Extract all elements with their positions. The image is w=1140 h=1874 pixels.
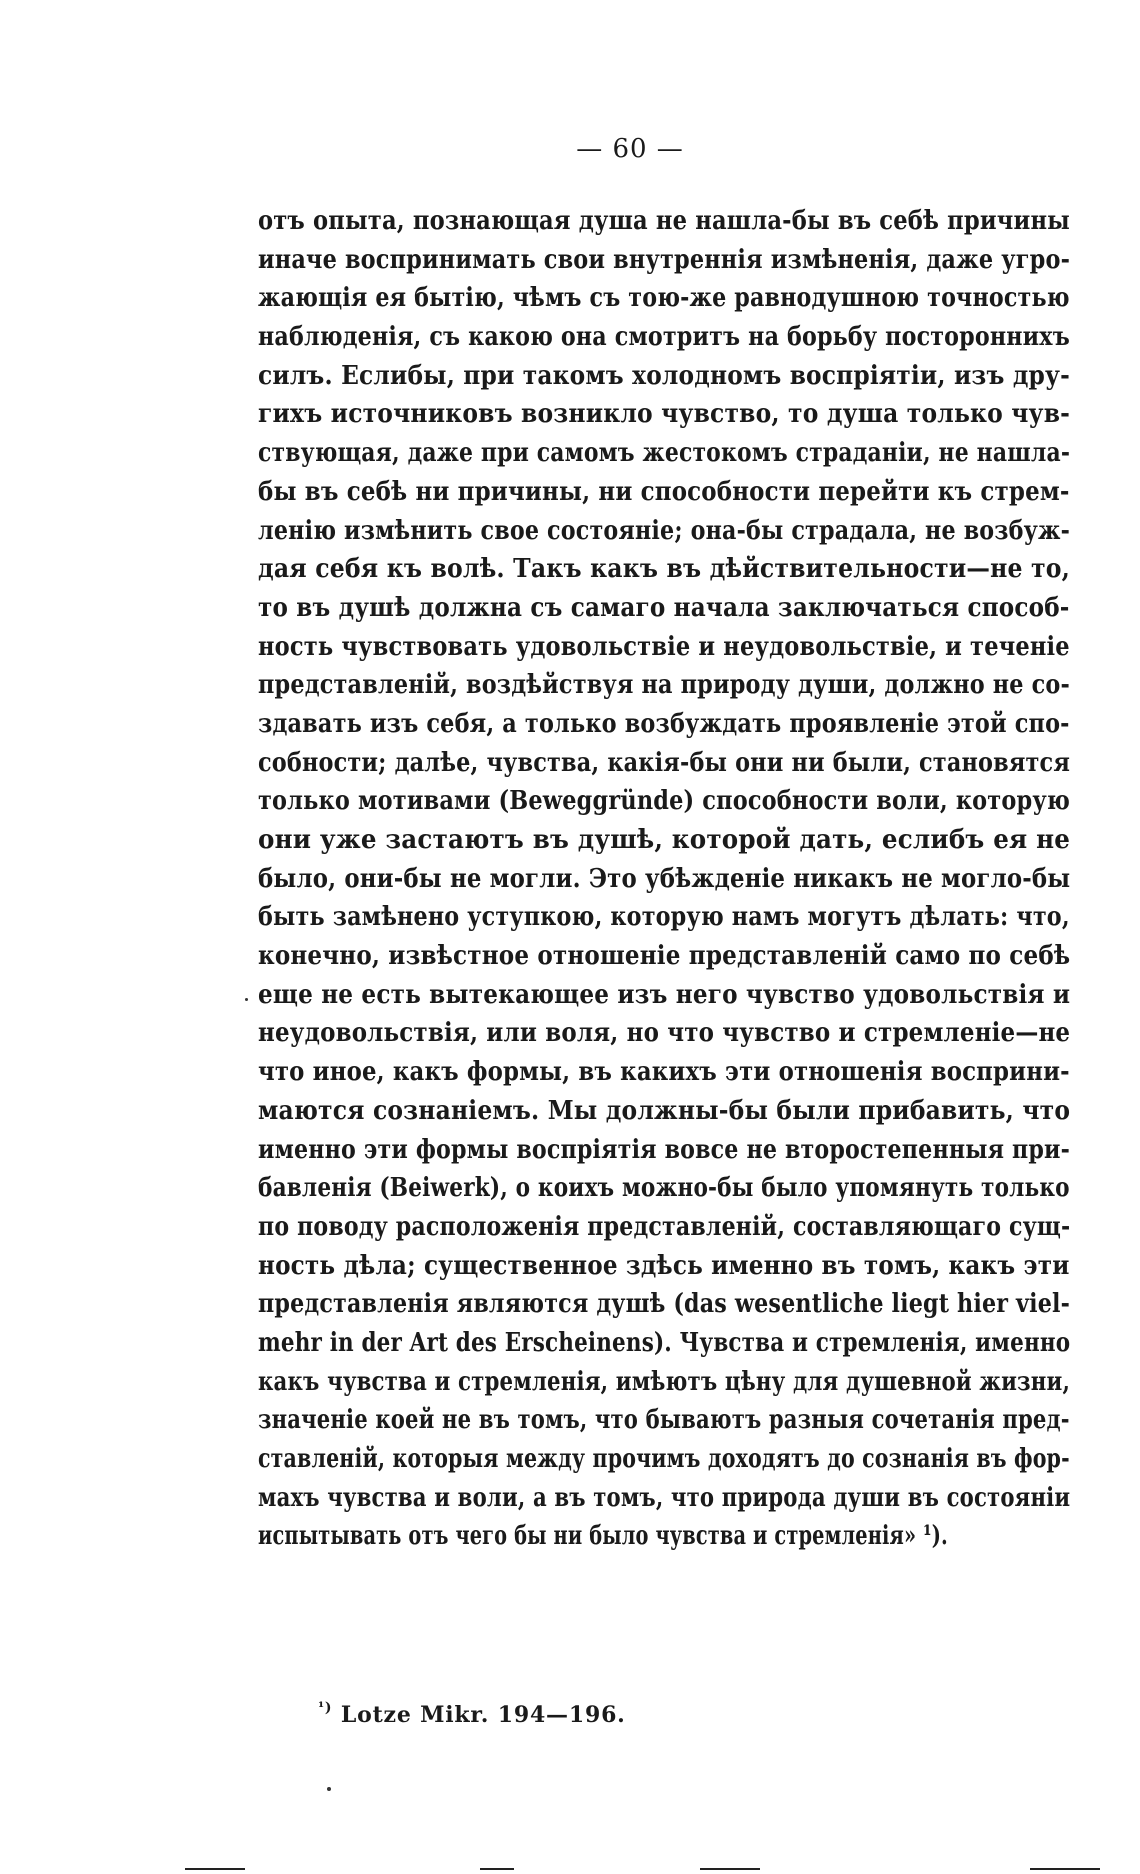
page-number: [0, 134, 1140, 164]
body-text: [258, 202, 1070, 1556]
scan-speck: [327, 1787, 331, 1791]
text-line: наблюденія, съ какою она смотритъ на борьбу постороннихъ: [258, 322, 1070, 353]
text-line: ленію измѣнить свое состояніе; она-бы страдала, не возбуж-: [258, 515, 1071, 546]
text-line: представленій, воздѣйствуя на природу души, должно не со-: [258, 670, 1070, 701]
footnote: [318, 1702, 626, 1728]
text-line: что иное, какъ формы, въ какихъ эти отношенія восприни-: [258, 1057, 1070, 1088]
scan-edge-mark: [480, 1868, 514, 1870]
text-line: конечно, извѣстное отношеніе представленій само по себѣ: [258, 941, 1071, 972]
text-line: жающія ея бытію, чѣмъ съ тою-же равнодушною точностью: [258, 283, 1070, 314]
text-line: гихъ источниковъ возникло чувство, то душа только чув-: [258, 399, 1071, 430]
text-line: неудовольствія, или воля, но что чувство и стремленіе—не: [258, 1018, 1071, 1049]
text-line: ность чувствовать удовольствіе и неудовольствіе, и теченіе: [258, 631, 1070, 662]
text-line: mehr in der Art des Erscheinens). Чувства и стремленія, именно: [258, 1327, 1071, 1358]
scan-speck: [245, 998, 248, 1001]
footnote-marker: ¹): [318, 1700, 333, 1716]
text-line: собности; далѣе, чувства, какія-бы они ни были, становятся: [258, 747, 1071, 778]
text-line: только мотивами (Beweggründe) способности воли, которую: [258, 786, 1071, 817]
page-number-text: — 60 —: [576, 134, 684, 164]
footnote-text: Lotze Mikr. 194—196.: [340, 1702, 626, 1728]
text-line: именно эти формы воспріятія вовсе не второстепенныя при-: [258, 1134, 1071, 1165]
text-line: силъ. Еслибы, при такомъ холодномъ воспріятіи, изъ дру-: [258, 360, 1070, 391]
text-line: здавать изъ себя, а только возбуждать проявленіе этой спо-: [258, 708, 1070, 739]
text-line: то въ душѣ должна съ самаго начала заключаться способ-: [258, 592, 1070, 623]
text-line: ствующая, даже при самомъ жестокомъ страданіи, не нашла-: [258, 438, 1071, 469]
text-line: иначе воспринимать свои внутреннія измѣненія, даже угро-: [258, 244, 1071, 275]
text-line: ставленій, которыя между прочимъ доходятъ до сознанія въ фор-: [258, 1444, 1070, 1474]
text-line: бы въ себѣ ни причины, ни способности перейти къ стрем-: [258, 476, 1070, 507]
text-line: было, они-бы не могли. Это убѣжденіе никакъ не могло-бы: [258, 863, 1071, 894]
text-line: ность дѣла; существенное здѣсь именно въ томъ, какъ эти: [258, 1250, 1070, 1281]
text-line: отъ опыта, познающая душа не нашла-бы въ себѣ причины: [258, 206, 1071, 236]
text-line: по поводу расположенія представленій, составляющаго сущ-: [258, 1211, 1071, 1242]
text-line: маются сознаніемъ. Мы должны-бы были прибавить, что: [258, 1095, 1071, 1126]
text-line: еще не есть вытекающее изъ него чувство удовольствія и: [258, 979, 1071, 1010]
text-line: представленія являются душѣ (das wesentliche liegt hier viel-: [258, 1289, 1070, 1320]
scan-edge-mark: [700, 1868, 760, 1870]
text-line: быть замѣнено уступкою, которую намъ могутъ дѣлать: что,: [258, 902, 1070, 933]
text-line: махъ чувства и воли, а въ томъ, что природа души въ состояніи: [258, 1482, 1071, 1513]
text-line: испытывать отъ чего бы ни было чувства и стремленія» ¹).: [258, 1521, 948, 1552]
scan-edge-mark: [185, 1868, 245, 1870]
text-line: бавленія (Beiwerk), о коихъ можно-бы было упомянуть только: [258, 1173, 1070, 1204]
scan-edge-mark: [1030, 1868, 1100, 1870]
text-line: значеніе коей не въ томъ, что бываютъ разныя сочетанія пред-: [258, 1405, 1070, 1436]
text-line: дая себя къ волѣ. Такъ какъ въ дѣйствительности—не то,: [258, 554, 1071, 585]
text-line: какъ чувства и стремленія, имѣютъ цѣну для душевной жизни,: [258, 1366, 1071, 1397]
text-line: они уже застаютъ въ душѣ, которой дать, еслибъ ея не: [258, 825, 1071, 855]
